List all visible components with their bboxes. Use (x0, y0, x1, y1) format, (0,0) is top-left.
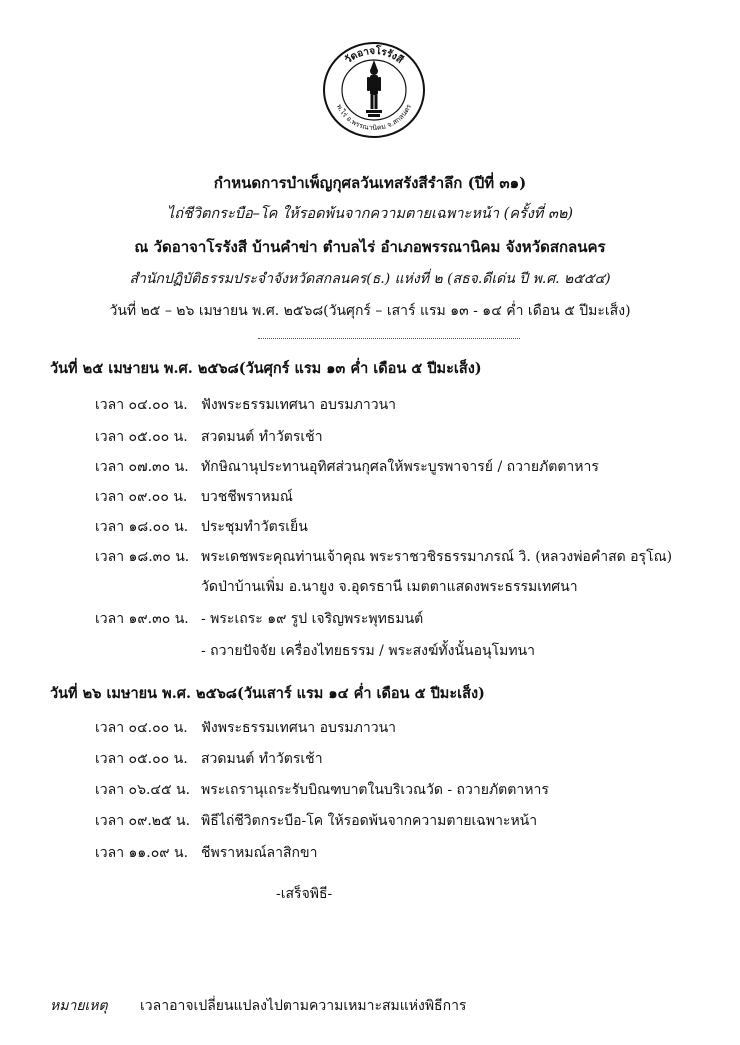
schedule-row (95, 546, 672, 568)
schedule-time: เวลา ๐๕.๐๐ น. (95, 429, 188, 445)
program-dates: วันที่ ๒๕ – ๒๖ เมษายน พ.ศ. ๒๕๖๘(วันศุกร์ – เสาร์ แรม ๑๓ - ๑๔ ค่ำ เดือน ๕ ปีมะเส็ง) (109, 303, 631, 319)
schedule-row (95, 426, 323, 448)
note-text: เวลาอาจเปลี่ยนแปลงไปตามความเหมาะสมแห่งพิธีการ (140, 998, 467, 1014)
schedule-activity: สวดมนต์ ทำวัตรเช้า (201, 751, 323, 767)
svg-text:พ.ไร่ อ.พรรณานิคม จ.สกลนคร: พ.ไร่ อ.พรรณานิคม จ.สกลนคร (334, 103, 414, 133)
schedule-time: เวลา ๐๗.๓๐ น. (95, 459, 189, 475)
schedule-row (95, 516, 308, 538)
dotted-divider (258, 338, 520, 339)
schedule-time: เวลา ๐๕.๐๐ น. (95, 751, 188, 767)
schedule-activity-continuation: วัดป่าบ้านเพิ่ม อ.นายูง จ.อุดรธานี เมตตาแสดงพระธรรมเทศนา (201, 579, 578, 595)
program-subtitle: ไถ่ชีวิตกระบือ–โค ให้รอดพ้นจากความตายเฉพาะหน้า (ครั้งที่ ๓๒) (166, 206, 574, 222)
program-office: สำนักปฏิบัติธรรมประจำจังหวัดสกลนคร(ธ.) แห่งที่ ๒ (สธจ.ดีเด่น ปี พ.ศ. ๒๕๕๔) (129, 271, 611, 287)
day1-heading: วันที่ ๒๕ เมษายน พ.ศ. ๒๕๖๘(วันศุกร์ แรม ๑๓ ค่ำ เดือน ๕ ปีมะเส็ง) (50, 360, 482, 377)
schedule-time: เวลา ๐๙.๐๐ น. (95, 489, 188, 505)
temple-seal-logo (322, 40, 426, 140)
schedule-activity: ฟังพระธรรมเทศนา อบรมภาวนา (201, 397, 397, 413)
schedule-time: เวลา ๐๖.๔๕ น. (95, 782, 191, 798)
schedule-activity: พระเดชพระคุณท่านเจ้าคุณ พระราชวชิรธรรมาภรณ์ วิ. (หลวงพ่อคำสด อรุโณ) (201, 549, 673, 565)
schedule-row (95, 748, 323, 770)
schedule-time: เวลา ๑๘.๐๐ น. (95, 519, 189, 535)
note-label: หมายเหตุ (50, 998, 108, 1014)
schedule-activity: พิธีไถ่ชีวิตกระบือ-โค ให้รอดพ้นจากความตายเฉพาะหน้า (201, 813, 538, 829)
schedule-row (95, 456, 599, 478)
schedule-time: เวลา ๐๔.๐๐ น. (95, 720, 188, 736)
schedule-time: เวลา ๑๙.๓๐ น. (95, 611, 189, 627)
schedule-activity: สวดมนต์ ทำวัตรเช้า (201, 429, 323, 445)
schedule-time: เวลา ๐๔.๐๐ น. (95, 397, 188, 413)
temple-seal-icon (322, 40, 426, 140)
schedule-row (95, 394, 396, 416)
schedule-time: เวลา ๑๑.๐๙ น. (95, 845, 189, 861)
day2-heading: วันที่ ๒๖ เมษายน พ.ศ. ๒๕๖๘(วันเสาร์ แรม ๑๔ ค่ำ เดือน ๕ ปีมะเส็ง) (50, 685, 485, 702)
schedule-activity: ประชุมทำวัตรเย็น (201, 519, 308, 535)
schedule-activity: พระเถรานุเถระรับบิณฑบาตในบริเวณวัด - ถวายภัตตาหาร (201, 782, 549, 798)
svg-text:วัดอาจโรรังสี: วัดอาจโรรังสี (343, 45, 405, 67)
program-venue: ณ วัดอาจาโรรังสี บ้านคำข่า ตำบลไร่ อำเภอพรรณานิคม จังหวัดสกลนคร (134, 238, 606, 256)
schedule-time: เวลา ๑๘.๓๐ น. (95, 549, 190, 565)
schedule-row (95, 810, 537, 832)
schedule-row (95, 486, 293, 508)
schedule-time: เวลา ๐๙.๒๕ น. (95, 813, 191, 829)
schedule-row (95, 608, 423, 630)
schedule-activity: ฟังพระธรรมเทศนา อบรมภาวนา (201, 720, 397, 736)
schedule-activity: บวชชีพราหมณ์ (201, 489, 293, 505)
schedule-row (95, 779, 549, 801)
schedule-row (95, 717, 396, 739)
schedule-activity: ชีพราหมณ์ลาสิกขา (201, 845, 318, 861)
schedule-activity-continuation: - ถวายปัจจัย เครื่องไทยธรรม / พระสงฆ์ทั้งนั้นอนุโมทนา (201, 643, 535, 659)
schedule-activity: - พระเถระ ๑๙ รูป เจริญพระพุทธมนต์ (201, 611, 424, 627)
schedule-activity: ทักษิณานุประทานอุทิศส่วนกุศลให้พระบูรพาจารย์ / ถวายภัตตาหาร (201, 459, 599, 475)
program-title: กำหนดการบำเพ็ญกุศลวันเทสรังสีรำลึก (ปีที่ ๓๑) (213, 174, 527, 192)
closing-mark: -เสร็จพิธี- (276, 886, 333, 902)
schedule-row (95, 842, 317, 864)
